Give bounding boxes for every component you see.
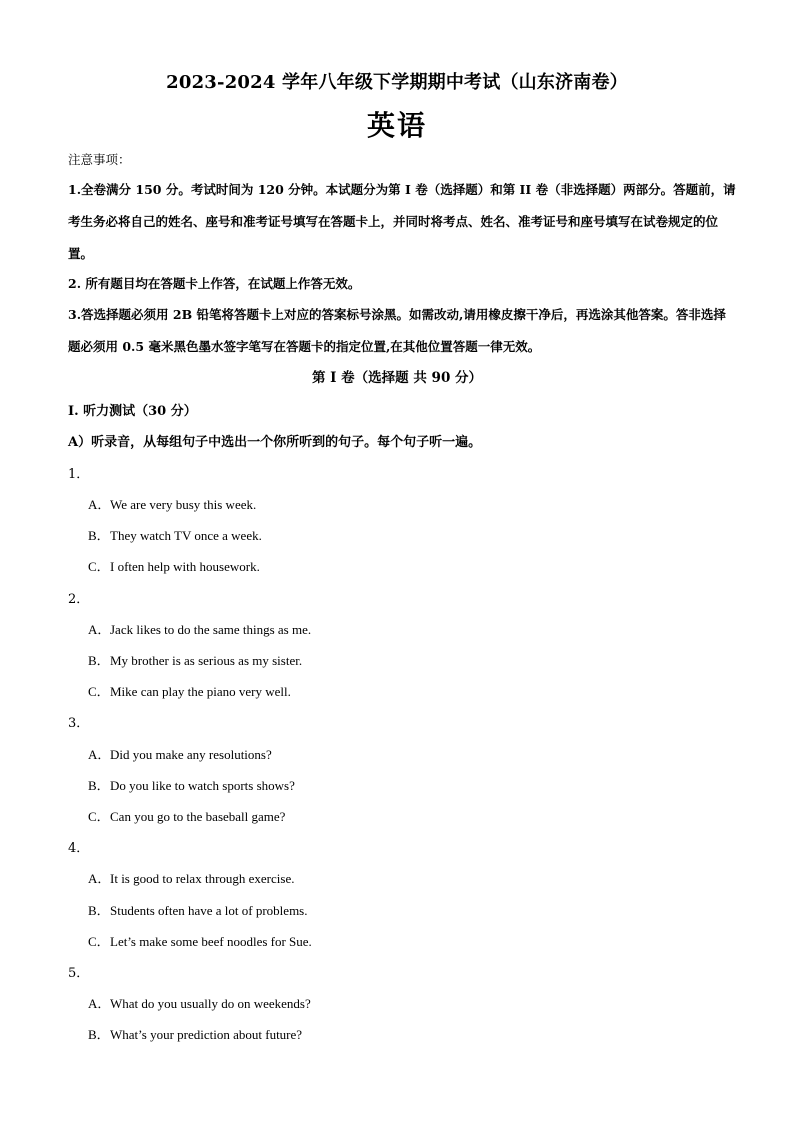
option-item xyxy=(88,806,285,825)
option-letter: C． xyxy=(88,934,110,949)
option-text: I often help with housework. xyxy=(110,559,260,574)
option-text: They watch TV once a week. xyxy=(110,528,262,543)
option-item xyxy=(88,931,312,950)
part-title: Ⅰ. 听力测试（30 分） xyxy=(68,404,197,419)
option-letter: C． xyxy=(88,684,110,699)
option-item xyxy=(88,556,260,575)
option-text: My brother is as serious as my sister. xyxy=(110,653,303,668)
option-item xyxy=(88,900,308,919)
option-text: Can you go to the baseball game? xyxy=(110,809,286,824)
question-number: 3． xyxy=(68,716,90,731)
question-number: 2． xyxy=(68,592,90,607)
option-item xyxy=(88,494,256,513)
option-item xyxy=(88,775,295,794)
exam-title: 2023-2024 学年八年级下学期期中考试（山东济南卷） xyxy=(166,72,628,93)
option-item xyxy=(88,619,311,638)
option-item xyxy=(88,993,311,1012)
option-item xyxy=(88,681,291,700)
notice-heading: 注意事项： xyxy=(68,152,131,167)
notice-item-1: 1.全卷满分 150 分。考试时间为 120 分钟。本试题分为第 I 卷（选择题）和第 II 卷（非选择题）两部分。答题前，请考生务必将自己的姓名、座号和准考证号填写在答题卡上，并同时将考点、姓名、准考证号和座号填写在试卷规定的位置。 xyxy=(68,182,736,261)
option-text: Jack likes to do the same things as me. xyxy=(110,622,312,637)
option-text: Do you like to watch sports shows? xyxy=(110,778,295,793)
option-text: Students often have a lot of problems. xyxy=(110,903,308,918)
part-instruction: A）听录音，从每组句子中选出一个你所听到的句子。每个句子听一遍。 xyxy=(68,435,482,450)
option-letter: B． xyxy=(88,1027,110,1042)
question-number: 4． xyxy=(68,841,90,856)
option-letter: A． xyxy=(88,622,111,637)
option-text: Did you make any resolutions? xyxy=(110,747,272,762)
option-text: Let’s make some beef noodles for Sue. xyxy=(110,934,312,949)
option-text: What’s your prediction about future? xyxy=(110,1027,303,1042)
question-number: 1． xyxy=(68,467,90,482)
option-item xyxy=(88,868,294,887)
section-title: 第 I 卷（选择题 共 90 分） xyxy=(311,370,483,386)
option-letter: A． xyxy=(88,996,111,1011)
option-item xyxy=(88,525,262,544)
option-text: It is good to relax through exercise. xyxy=(110,871,295,886)
option-item xyxy=(88,744,272,763)
option-letter: C． xyxy=(88,559,110,574)
option-letter: B． xyxy=(88,778,110,793)
notice-item-2: 2. 所有题目均在答题卡上作答，在试题上作答无效。 xyxy=(68,276,361,291)
option-text: We are very busy this week. xyxy=(110,497,257,512)
option-text: What do you usually do on weekends? xyxy=(110,996,311,1011)
notice-item-3: 3.答选择题必须用 2B 铅笔将答题卡上对应的答案标号涂黑。如需改动,请用橡皮擦干净后，再选涂其他答案。答非选择题必须用 0.5 毫米黑色墨水签字笔写在答题卡的指定位置,在其他位置答题一律无效。 xyxy=(68,307,726,354)
option-item xyxy=(88,650,302,669)
option-letter: A． xyxy=(88,747,111,762)
option-letter: B． xyxy=(88,903,110,918)
option-letter: C． xyxy=(88,809,110,824)
option-letter: B． xyxy=(88,653,110,668)
option-letter: A． xyxy=(88,871,111,886)
option-letter: B． xyxy=(88,528,110,543)
option-text: Mike can play the piano very well. xyxy=(110,684,291,699)
option-item xyxy=(88,1024,302,1043)
option-letter: A． xyxy=(88,497,111,512)
question-number: 5． xyxy=(68,966,90,981)
subject-title: 英语 xyxy=(366,109,427,142)
